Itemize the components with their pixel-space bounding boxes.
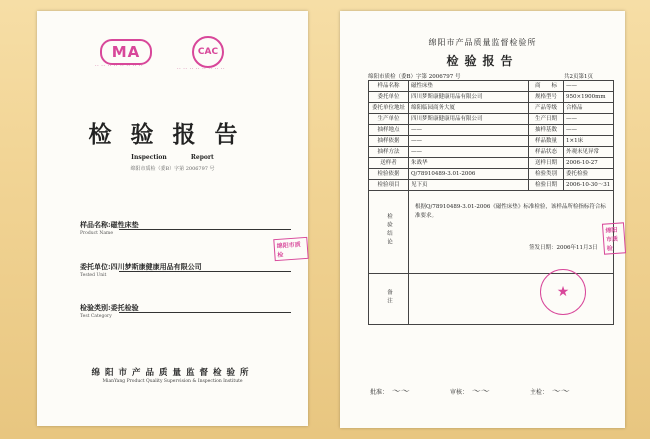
ma-stamp-caption: ·· ·· ·· ·· ·· ·· ·· ·· bbox=[95, 63, 144, 69]
table-label-cell: 委托单位 bbox=[369, 92, 409, 103]
table-label-cell: 商 标 bbox=[529, 81, 564, 92]
table-value-cell: 四川梦斯康健康用品有限公司 bbox=[409, 92, 529, 103]
table-value-cell: —— bbox=[564, 114, 614, 125]
table-label-cell: 检验依据 bbox=[369, 169, 409, 180]
seam-stamp: 绵阳市质检 bbox=[602, 222, 626, 254]
approve-signature: 批准： ～～ bbox=[370, 387, 409, 397]
issue-date: 签发日期：2006年11月3日 bbox=[529, 245, 598, 251]
table-row bbox=[369, 125, 614, 136]
table-value-cell: 2006-10-27 bbox=[564, 158, 614, 169]
divider bbox=[119, 229, 291, 230]
table-value-cell: 950×1900mm bbox=[564, 92, 614, 103]
table-label-cell: 产品等级 bbox=[529, 103, 564, 114]
cac-stamp: CAC bbox=[192, 36, 224, 68]
table-row bbox=[369, 158, 614, 169]
table-row bbox=[369, 136, 614, 147]
cac-stamp-caption: ·· ·· ·· ·· ·· ·· ·· ·· bbox=[177, 66, 226, 72]
table-value-cell: 委托检验 bbox=[564, 169, 614, 180]
remarks-label: 备注 bbox=[369, 274, 409, 325]
seam-stamp: 绵阳市质检 bbox=[273, 237, 308, 261]
conclusion-label: 检验结论 bbox=[369, 191, 409, 274]
report-title: 检验报告 bbox=[88, 122, 257, 148]
report-number: 绵阳市质检（委B）字第 2006797 号 bbox=[130, 166, 215, 172]
table-value-cell: 磁性床垫 bbox=[409, 81, 529, 92]
table-label-cell: 抽样基数 bbox=[529, 125, 564, 136]
divider bbox=[119, 312, 291, 313]
table-value-cell: 合格品 bbox=[564, 103, 614, 114]
table-label-cell: 送样者 bbox=[369, 158, 409, 169]
field-test-category: 检验类别:委托检验 Test Category bbox=[80, 303, 139, 319]
table-row bbox=[369, 81, 614, 92]
table-value-cell: 四川梦斯康健康用品有限公司 bbox=[409, 114, 529, 125]
report-title-en: Inspection Report bbox=[131, 154, 214, 161]
table-value-cell: —— bbox=[409, 136, 529, 147]
conclusion-row bbox=[369, 191, 614, 274]
table-value-cell: 1×1床 bbox=[564, 136, 614, 147]
table-label-cell: 检验项目 bbox=[369, 180, 409, 191]
field-product-name: 样品名称:磁性床垫 Product Name bbox=[80, 220, 139, 236]
test-signature: 主检： ～～ bbox=[530, 387, 569, 397]
table-label-cell: 生产单位 bbox=[369, 114, 409, 125]
table-value-cell: —— bbox=[564, 125, 614, 136]
field-tested-unit: 委托单位:四川梦斯康健康用品有限公司 Tested Unit bbox=[80, 262, 202, 278]
institute-name: 绵阳市产品质量监督检验所 bbox=[91, 368, 254, 378]
table-value-cell: 外观未见异常 bbox=[564, 147, 614, 158]
table-label-cell: 检验日期 bbox=[529, 180, 564, 191]
table-row bbox=[369, 103, 614, 114]
conclusion-text: 根据Q/78910489-3.01-2006《磁性床垫》标准检验，该样品所检指标符合标准要求。 签发日期：2006年11月3日 bbox=[409, 191, 614, 274]
table-label-cell: 检验类别 bbox=[529, 169, 564, 180]
table-row bbox=[369, 114, 614, 125]
review-signature: 审核： ～～ bbox=[450, 387, 489, 397]
inspection-seal: ★ bbox=[540, 269, 586, 315]
table-value-cell: 见下页 bbox=[409, 180, 529, 191]
report-detail-page bbox=[340, 11, 625, 428]
report-title: 检验报告 bbox=[446, 54, 519, 68]
institute-name-en: MianYang Product Quality Supervision & Inspection Institute bbox=[102, 379, 243, 384]
table-label-cell: 生产日期 bbox=[529, 114, 564, 125]
table-value-cell: —— bbox=[409, 125, 529, 136]
table-label-cell: 样品数量 bbox=[529, 136, 564, 147]
table-value-cell: —— bbox=[564, 81, 614, 92]
table-row bbox=[369, 147, 614, 158]
table-label-cell: 委托单位地址 bbox=[369, 103, 409, 114]
table-row bbox=[369, 180, 614, 191]
institute-name: 绵阳市产品质量监督检验所 bbox=[428, 38, 537, 47]
ma-stamp: MA bbox=[100, 39, 152, 65]
report-number: 绵阳市质检（委B）字第 2006797 号 bbox=[368, 74, 461, 80]
table-row bbox=[369, 92, 614, 103]
table-label-cell: 送样日期 bbox=[529, 158, 564, 169]
table-value-cell: Q/78910489-3.01-2006 bbox=[409, 169, 529, 180]
table-value-cell: —— bbox=[409, 147, 529, 158]
table-value-cell: 绵阳临园商务大厦 bbox=[409, 103, 529, 114]
table-row bbox=[369, 169, 614, 180]
divider bbox=[119, 271, 291, 272]
page-count: 共2页第1页 bbox=[564, 74, 593, 80]
table-value-cell: 朱战华 bbox=[409, 158, 529, 169]
table-label-cell: 规格型号 bbox=[529, 92, 564, 103]
table-label-cell: 抽样依据 bbox=[369, 136, 409, 147]
table-label-cell: 抽样方法 bbox=[369, 147, 409, 158]
table-label-cell: 样品名称 bbox=[369, 81, 409, 92]
table-label-cell: 抽样地点 bbox=[369, 125, 409, 136]
table-value-cell: 2006-10-30～31 bbox=[564, 180, 614, 191]
report-cover-page bbox=[37, 11, 308, 426]
table-label-cell: 样品状态 bbox=[529, 147, 564, 158]
